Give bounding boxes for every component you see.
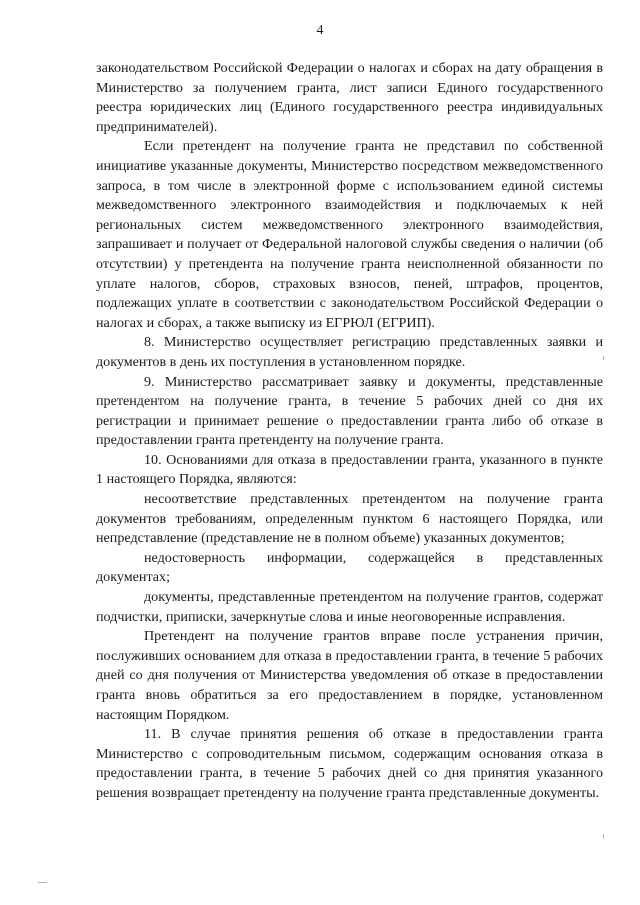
paragraph-ground-unreliability: недостоверность информации, содержащейся в представленных документах; — [96, 549, 603, 586]
page-number: 4 — [316, 23, 324, 38]
paragraph-item-10: 10. Основаниями для отказа в предоставлении гранта, указанного в пункте 1 настоящего Порядка, являются: — [96, 451, 603, 488]
paragraph-item-9: 9. Министерство рассматривает заявку и документы, представленные претендентом на получение гранта, в течение 5 рабочих дней со дня их регистрации и принимает решение о предоставлении гранта либо об отказе в предоставлении гранта претенденту на получение гранта. — [96, 373, 603, 449]
scan-mark-right-top — [603, 356, 604, 360]
paragraph-ground-nonconformity: несоответствие представленных претендентом на получение гранта документов требованиям, определенным пунктом 6 настоящего Порядка, или непредставление (представление не в полном объеме) указанных документов; — [96, 491, 603, 547]
paragraph-reapplication: Претендент на получение грантов вправе после устранения причин, послуживших основанием для отказа в предоставлении гранта, в течение 5 рабочих дней со дня получения от Министерства уведомления об отказе в предоставлении гранта вновь обратиться за его предоставлением в порядке, установленном настоящим Порядком. — [96, 628, 603, 723]
paragraph-interdepartmental-request: Если претендент на получение гранта не представил по собственной инициативе указанные документы, Министерство посредством межведомственного запроса, в том числе в электронной форме с использованием единой системы межведомственного электронного взаимодействия и подключаемых к ней региональных систем межведомственного электронного взаимодействия, запрашивает и получает от Федеральной налоговой службы сведения о наличии (об отсутствии) у претендента на получение гранта неисполненной обязанности по уплате налогов, сборов, страховых взносов, пеней, штрафов, процентов, подлежащих уплате в соответствии с законодательством Российской Федерации о налогах и сборах, а также выписку из ЕГРЮЛ (ЕГРИП). — [96, 138, 603, 331]
scan-mark-left — [38, 882, 47, 883]
paragraph-item-8: 8. Министерство осуществляет регистрацию представленных заявки и документов в день их поступления в установленном порядке. — [96, 334, 603, 370]
paragraph-ground-corrections: документы, представленные претендентом на получение грантов, содержат подчистки, приписки, зачеркнутые слова и иные неоговоренные исправления. — [96, 589, 603, 625]
scan-mark-right-bottom — [603, 834, 604, 839]
document-body — [96, 59, 603, 804]
paragraph-continuation: законодательством Российской Федерации о налогах и сборах на дату обращения в Министерство за получением гранта, лист записи Единого государственного реестра юридических лиц (Единого государственного реестра индивидуальных предпринимателей). — [96, 60, 603, 135]
paragraph-item-11: 11. В случае принятия решения об отказе в предоставлении гранта Министерство с сопроводительным письмом, содержащим основания отказа в предоставлении гранта, в течение 5 рабочих дней со дня принятия указанного решения возвращает претенденту на получение гранта представленные документы. — [96, 726, 603, 801]
